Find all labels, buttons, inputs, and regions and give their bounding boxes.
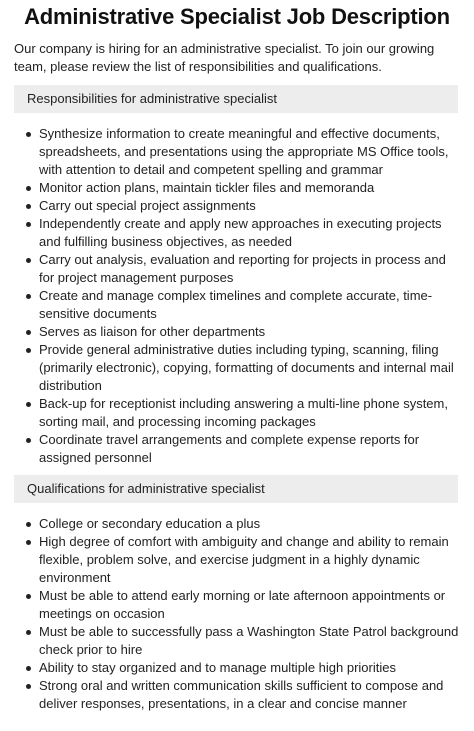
responsibilities-header: Responsibilities for administrative specialist xyxy=(14,85,458,113)
list-item: Carry out special project assignments xyxy=(22,197,460,215)
list-item: Provide general administrative duties including typing, scanning, filing (primarily electronic), copying, formatting of documents and internal mail distribution xyxy=(22,341,460,395)
list-item: Coordinate travel arrangements and complete expense reports for assigned personnel xyxy=(22,431,460,467)
qualifications-header: Qualifications for administrative specialist xyxy=(14,475,458,503)
list-item: Carry out analysis, evaluation and reporting for projects in process and for project management purposes xyxy=(22,251,460,287)
list-item: High degree of comfort with ambiguity and change and ability to remain flexible, problem solve, and exercise judgment in a highly dynamic environment xyxy=(22,533,460,587)
list-item: Create and manage complex timelines and complete accurate, time-sensitive documents xyxy=(22,287,460,323)
list-item: Ability to stay organized and to manage multiple high priorities xyxy=(22,659,460,677)
list-item: Independently create and apply new approaches in executing projects and fulfilling business objectives, as needed xyxy=(22,215,460,251)
list-item: Monitor action plans, maintain tickler files and memoranda xyxy=(22,179,460,197)
responsibilities-list xyxy=(22,125,460,467)
list-item: Must be able to attend early morning or late afternoon appointments or meetings on occasion xyxy=(22,587,460,623)
intro-paragraph: Our company is hiring for an administrative specialist. To join our growing team, please review the list of responsibilities and qualifications. xyxy=(14,41,435,74)
list-item: Serves as liaison for other departments xyxy=(22,323,460,341)
list-item: College or secondary education a plus xyxy=(22,515,460,533)
list-item: Strong oral and written communication skills sufficient to compose and deliver responses, presentations, in a clear and concise manner xyxy=(22,677,460,713)
list-item: Synthesize information to create meaningful and effective documents, spreadsheets, and presentations using the appropriate MS Office tools, with attention to detail and competent spelling and grammar xyxy=(22,125,460,179)
list-item: Must be able to successfully pass a Washington State Patrol background check prior to hire xyxy=(22,623,460,659)
qualifications-list xyxy=(22,515,460,713)
list-item: Back-up for receptionist including answering a multi-line phone system, sorting mail, and processing incoming packages xyxy=(22,395,460,431)
page-title: Administrative Specialist Job Description xyxy=(24,4,450,29)
